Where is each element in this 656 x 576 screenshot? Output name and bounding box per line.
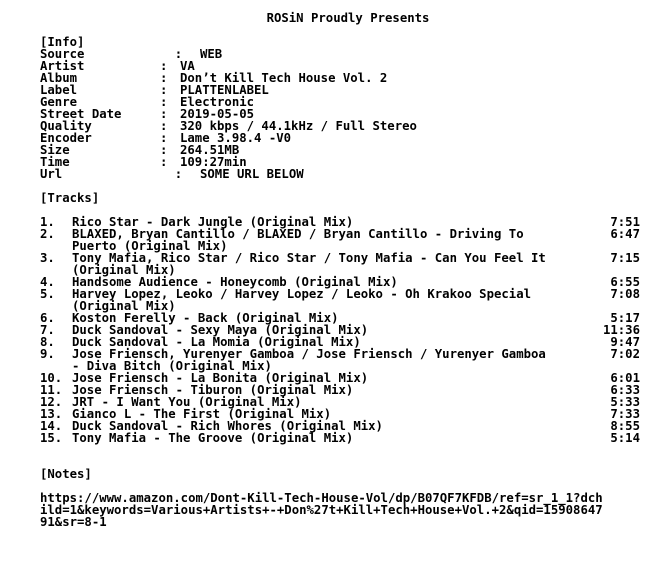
track-title: Jose Friensch - Tiburon (Original Mix) [72,383,354,397]
info-value: Don’t Kill Tech House Vol. 2 [180,71,388,85]
track-duration: 7:02 [610,347,640,361]
track-duration: 6:01 [610,371,640,385]
info-key: Artist [40,59,85,73]
spacer [40,24,652,36]
info-row [40,96,652,108]
info-value: WEB [200,47,223,61]
track-item [40,348,652,372]
release-header: ROSiN Proudly Presents [266,11,430,25]
spacer [40,180,652,192]
track-duration: 9:47 [610,335,640,349]
spacer [40,444,652,456]
info-row [40,144,652,156]
info-key: Street Date [40,107,122,121]
track-number: 2. [40,227,55,241]
track-number: 8. [40,335,55,349]
track-title: Jose Friensch, Yurenyer Gamboa / Jose Friensch / Yurenyer Gamboa [72,347,546,361]
info-row [40,156,652,168]
track-title: BLAXED, Bryan Cantillo / BLAXED / Bryan Cantillo - Driving To [72,227,524,241]
info-key: Size [40,143,70,157]
info-separator: : [160,119,168,133]
info-row [40,120,652,132]
info-key: Label [40,83,78,97]
track-title: Gianco L - The First (Original Mix) [72,407,332,421]
info-value: Electronic [180,95,255,109]
track-duration: 7:51 [610,215,640,229]
notes-heading: [Notes] [40,467,92,481]
info-heading: [Info] [40,35,85,49]
info-value: VA [180,59,195,73]
track-duration: 6:33 [610,383,640,397]
info-key: Source [40,47,85,61]
info-key: Url [40,167,63,181]
track-duration: 5:33 [610,395,640,409]
info-row [40,84,652,96]
nfo-document [40,12,652,528]
track-item [40,432,652,444]
tracklist [40,216,652,444]
track-number: 1. [40,215,55,229]
track-title: Puerto (Original Mix) [72,239,228,253]
track-number: 11. [40,383,63,397]
track-item [40,228,652,252]
notes-line: https://www.amazon.com/Dont-Kill-Tech-House-Vol/dp/B07QF7KFDB/ref=sr_1_1?dch [40,491,603,505]
info-separator: : [160,47,183,61]
track-number: 13. [40,407,63,421]
track-number: 12. [40,395,63,409]
track-number: 14. [40,419,63,433]
track-duration: 8:55 [610,419,640,433]
info-row [40,48,652,60]
info-value: SOME URL BELOW [200,167,304,181]
track-item [40,288,652,312]
spacer [40,456,652,468]
track-title: Koston Ferelly - Back (Original Mix) [72,311,339,325]
track-number: 10. [40,371,63,385]
info-separator: : [160,143,168,157]
track-title: Duck Sandoval - Sexy Maya (Original Mix) [72,323,369,337]
info-separator: : [160,71,168,85]
track-title: (Original Mix) [72,263,176,277]
track-title: Tony Mafia, Rico Star / Rico Star / Tony Mafia - Can You Feel It [72,251,546,265]
info-key: Quality [40,119,92,133]
track-title: Jose Friensch - La Bonita (Original Mix) [72,371,369,385]
track-duration: 7:15 [610,251,640,265]
info-value: PLATTENLABEL [180,83,269,97]
info-key: Encoder [40,131,92,145]
notes-line: ild=1&keywords=Various+Artists+-+Don%27t+Kill+Tech+House+Vol.+2&qid=15908647 [40,503,603,517]
track-number: 3. [40,251,55,265]
notes-line: 91&sr=8-1 [40,515,107,529]
info-row [40,72,652,84]
tracks-heading: [Tracks] [40,191,100,205]
track-duration: 7:33 [610,407,640,421]
info-key: Time [40,155,70,169]
track-title: Tony Mafia - The Groove (Original Mix) [72,431,354,445]
track-number: 7. [40,323,55,337]
track-title: - Diva Bitch (Original Mix) [72,359,272,373]
track-title: JRT - I Want You (Original Mix) [72,395,302,409]
track-duration: 11:36 [602,323,640,337]
track-title: (Original Mix) [72,299,176,313]
track-duration: 6:47 [610,227,640,241]
notes-section [40,492,652,528]
track-number: 5. [40,287,55,301]
track-item [40,252,652,276]
track-title: Handsome Audience - Honeycomb (Original Mix) [72,275,398,289]
info-key: Album [40,71,78,85]
track-duration: 5:17 [610,311,640,325]
track-number: 9. [40,347,55,361]
track-duration: 5:14 [610,431,640,445]
track-title: Duck Sandoval - Rich Whores (Original Mix) [72,419,383,433]
info-row [40,132,652,144]
info-separator: : [160,107,168,121]
track-number: 15. [40,431,63,445]
track-title: Rico Star - Dark Jungle (Original Mix) [72,215,354,229]
track-number: 4. [40,275,55,289]
info-separator: : [160,83,168,97]
info-section [40,48,652,180]
info-value: Lame 3.98.4 -V0 [180,131,292,145]
info-separator: : [160,131,168,145]
track-number: 6. [40,311,55,325]
info-value: 320 kbps / 44.1kHz / Full Stereo [180,119,417,133]
info-value: 2019-05-05 [180,107,255,121]
info-row [40,168,652,180]
info-value: 109:27min [180,155,247,169]
info-separator: : [160,167,183,181]
info-value: 264.51MB [180,143,240,157]
track-duration: 6:55 [610,275,640,289]
info-key: Genre [40,95,78,109]
info-separator: : [160,59,168,73]
track-duration: 7:08 [610,287,640,301]
track-title: Duck Sandoval - La Momia (Original Mix) [72,335,361,349]
info-separator: : [160,95,168,109]
track-title: Harvey Lopez, Leoko / Harvey Lopez / Leoko - Oh Krakoo Special [72,287,532,301]
info-separator: : [160,155,168,169]
